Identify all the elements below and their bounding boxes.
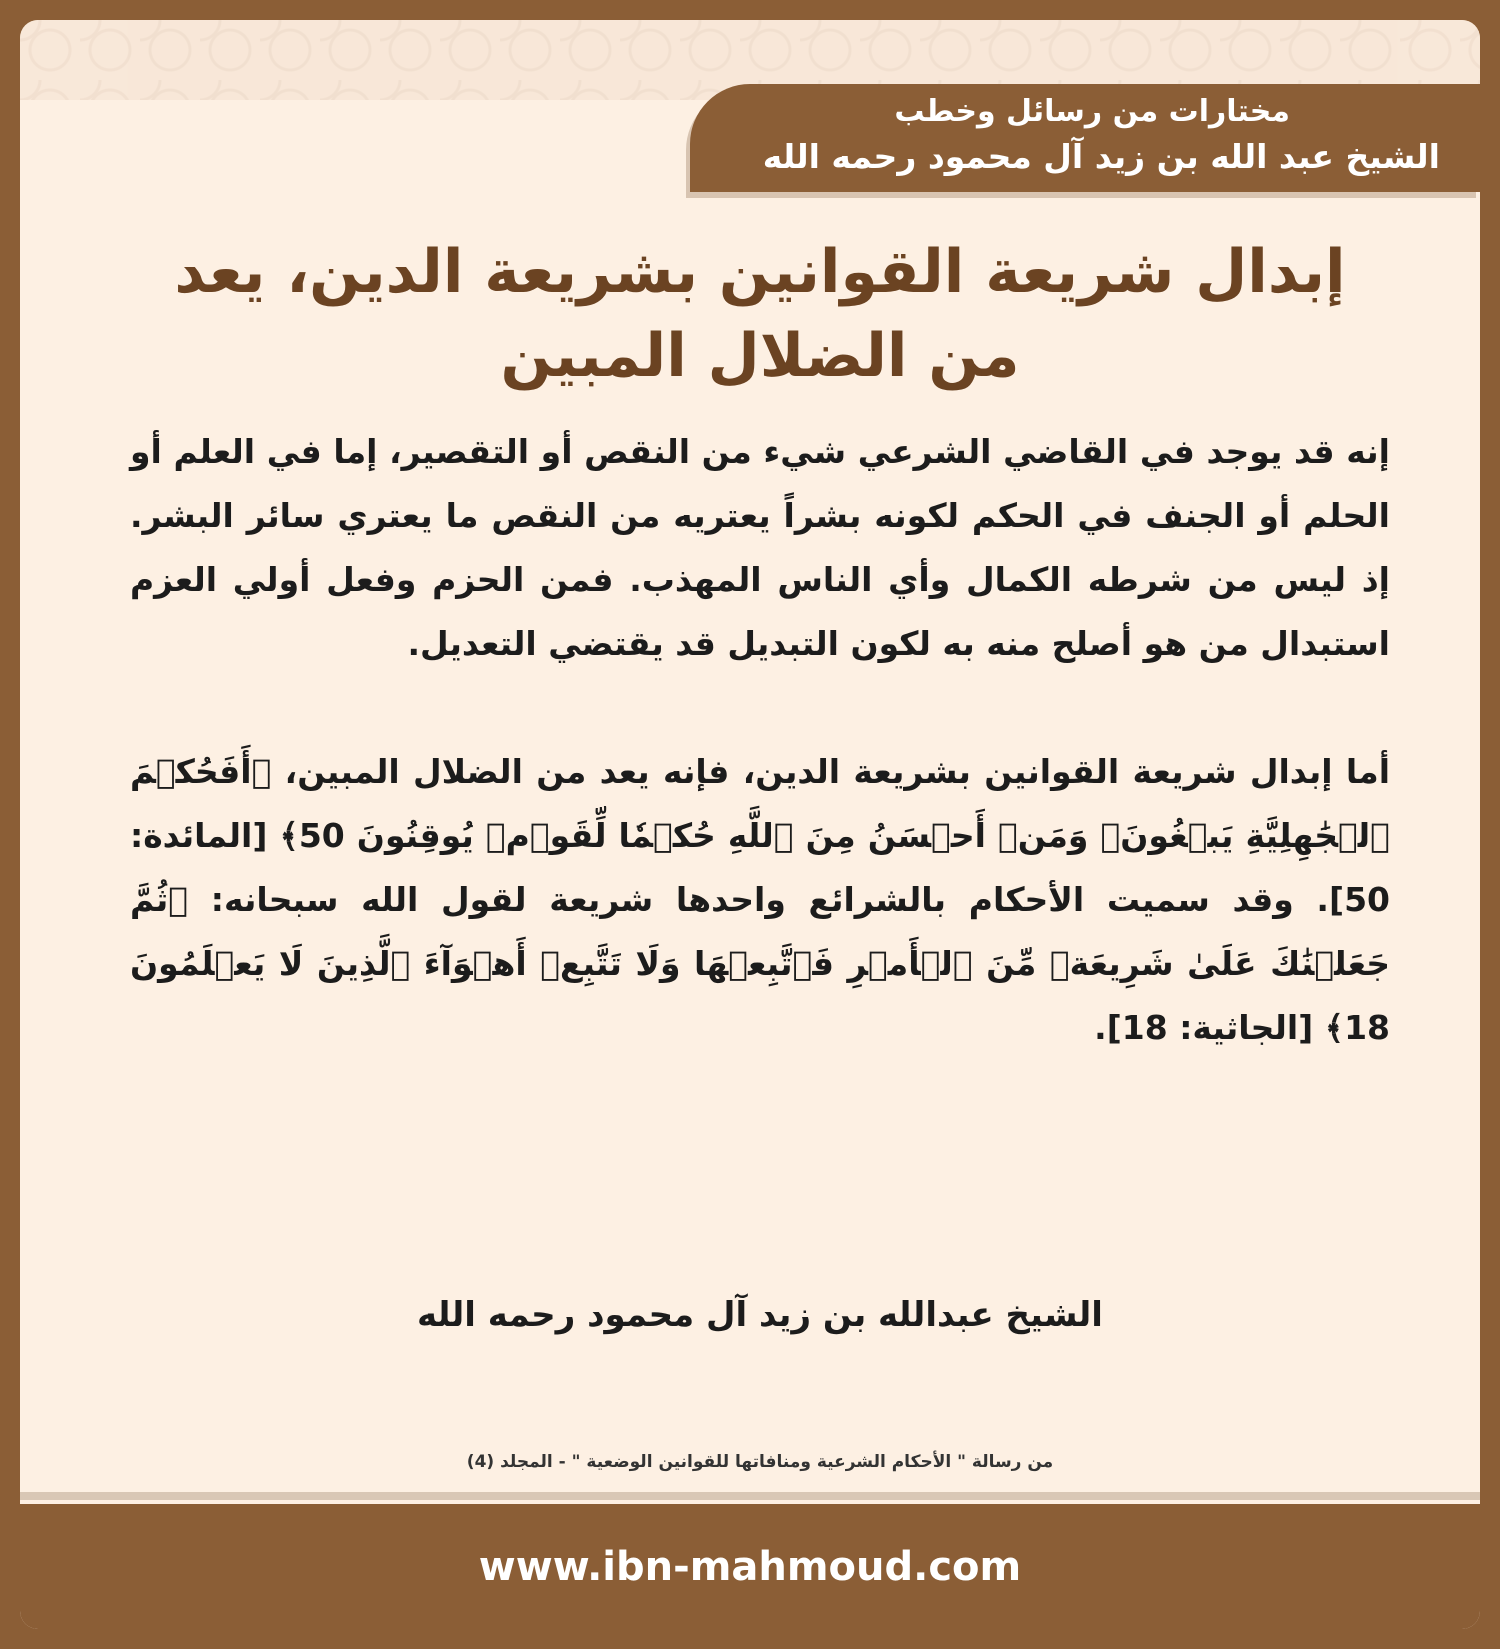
header-tab bbox=[690, 84, 1480, 192]
website-link[interactable]: www.ibn-mahmoud.com bbox=[478, 1543, 1022, 1590]
page-title: إبدال شريعة القوانين بشريعة الدين، يعد من الضلال المبين bbox=[174, 237, 1346, 391]
source-citation: من رسالة " الأحكام الشرعية ومنافاتها للقوانين الوضعية " - المجلد (4) bbox=[466, 1452, 1054, 1472]
signature: الشيخ عبدالله بن زيد آل محمود رحمه الله bbox=[417, 1295, 1103, 1335]
article-body bbox=[130, 420, 1390, 1124]
paragraph-2: أما إبدال شريعة القوانين بشريعة الدين، فإنه يعد من الضلال المبين، ﴿أَفَحُكۡمَ ٱلۡجَٰهِلِيَّةِ يَبۡغُونَۚ وَمَنۡ أَحۡسَنُ مِنَ ٱللَّهِ حُكۡمٗا لِّقَوۡمٖ يُوقِنُونَ 50﴾ [المائدة: 50]. وقد سميت الأحكام بالشرائع واحدها شريعة لقول الله سبحانه: ﴿ثُمَّ جَعَلۡنَٰكَ عَلَىٰ شَرِيعَةٖ مِّنَ ٱلۡأَمۡرِ فَٱتَّبِعۡهَا وَلَا تَتَّبِعۡ أَهۡوَآءَ ٱلَّذِينَ لَا يَعۡلَمُونَ 18﴾ [الجاثية: 18]. bbox=[130, 752, 1390, 1047]
card bbox=[20, 20, 1480, 1629]
header-line-2: الشيخ عبد الله بن زيد آل محمود رحمه الله bbox=[762, 137, 1440, 176]
paragraph-1: إنه قد يوجد في القاضي الشرعي شيء من النقص أو التقصير، إما في العلم أو الحلم أو الجنف في الحكم لكونه بشراً يعتريه من النقص ما يعتري سائر البشر. إذ ليس من شرطه الكمال وأي الناس المهذب. فمن الحزم وفعل أولي العزم استبدال من هو أصلح منه به لكون التبديل قد يقتضي التعديل. bbox=[130, 432, 1390, 663]
footer bbox=[20, 1504, 1480, 1629]
divider bbox=[20, 1492, 1480, 1500]
header-line-1: مختارات من رسائل وخطب bbox=[894, 94, 1290, 129]
